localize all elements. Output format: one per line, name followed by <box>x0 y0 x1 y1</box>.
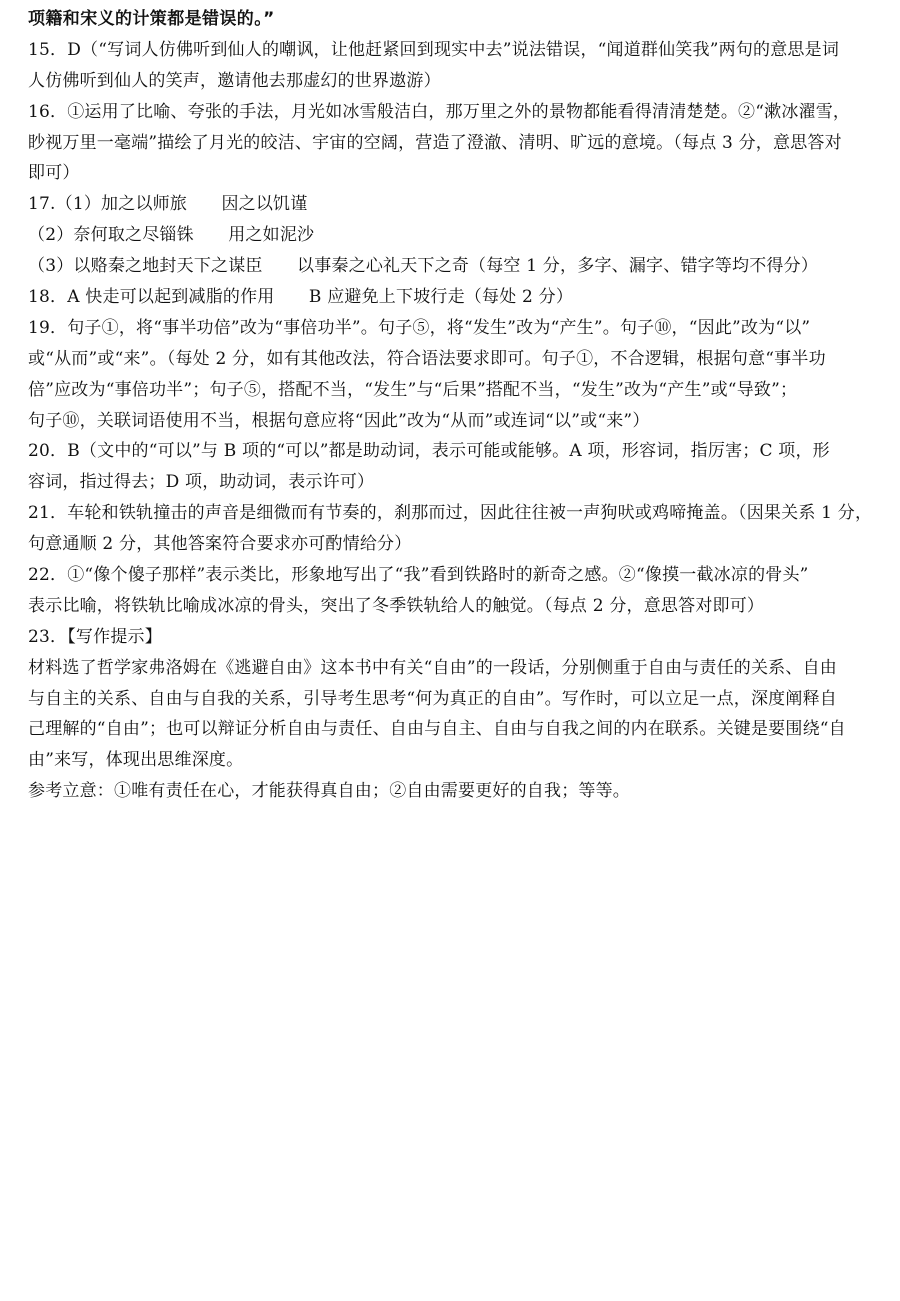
answer-20-line-1: 20．B（文中的“可以”与 B 项的“可以”都是助动词，表示可能或能够。A 项，形容词，指厉害；C 项，形 <box>28 441 830 462</box>
answer-16-line-2: 眇视万里一毫端”描绘了月光的皎洁、宇宙的空阔，营造了澄澈、清明、旷远的意境。（每点 3 分，意思答对 <box>28 132 842 153</box>
answer-19-line-1: 19．句子①，将“事半功倍”改为“事倍功半”。句子⑤，将“发生”改为“产生”。句子⑩，“因此”改为“以” <box>28 317 811 338</box>
answer-15-line-2: 人仿佛听到仙人的笑声，邀请他去那虚幻的世界遨游） <box>28 70 441 91</box>
answer-key-document <box>28 4 874 807</box>
answer-19-line-4: 句子⑩，关联词语使用不当，根据句意应将“因此”改为“从而”或连词“以”或“来”） <box>28 410 650 431</box>
writing-tip-line-2: 与自主的关系、自由与自我的关系，引导考生思考“何为真正的自由”。写作时，可以立足一点，深度阐释自 <box>28 688 837 709</box>
answer-16-line-3: 即可） <box>28 163 80 184</box>
answer-23-heading: 23．【写作提示】 <box>28 626 162 647</box>
writing-tip-line-3: 己理解的“自由”；也可以辩证分析自由与责任、自由与自主、自由与自我之间的内在联系。关键是要围绕“自 <box>28 719 846 740</box>
writing-tip-line-4: 由”来写，体现出思维深度。 <box>28 750 244 771</box>
answer-15-line-1: 15．D（“写词人仿佛听到仙人的嘲讽，让他赶紧回到现实中去”说法错误，“闻道群仙笑我”两句的意思是词 <box>28 39 840 60</box>
answer-21-line-2: 句意通顺 2 分，其他答案符合要求亦可酌情给分） <box>28 534 412 555</box>
answer-18-line-1: 18．A 快走可以起到减脂的作用 B 应避免上下坡行走（每处 2 分） <box>28 287 574 308</box>
answer-17-line-1: 17.（1）加之以师旅 因之以饥谨 <box>28 194 308 215</box>
answer-19-line-3: 倍”应改为“事倍功半”；句子⑤，搭配不当，“发生”与“后果”搭配不当，“发生”改为“产生”或“导致”； <box>28 379 798 400</box>
writing-tip-line-1: 材料选了哲学家弗洛姆在《逃避自由》这本书中有关“自由”的一段话，分别侧重于自由与责任的关系、自由 <box>28 657 837 678</box>
answer-17-line-2: （2）奈何取之尽锱铢 用之如泥沙 <box>28 225 315 246</box>
answer-20-line-2: 容词，指过得去；D 项，助动词，表示许可） <box>28 472 375 493</box>
answer-16-line-1: 16．①运用了比喻、夸张的手法，月光如冰雪般洁白，那万里之外的景物都能看得清清楚楚。②“漱冰濯雪， <box>28 101 851 122</box>
answer-17-line-3: （3）以赂秦之地封天下之谋臣 以事秦之心礼天下之奇（每空 1 分，多字、漏字、错字等均不得分） <box>28 256 819 277</box>
answer-22-line-1: 22．①“像个傻子那样”表示类比，形象地写出了“我”看到铁路时的新奇之感。②“像摸一截冰凉的骨头” <box>28 565 809 586</box>
reference-theme-line: 参考立意：①唯有责任在心，才能获得真自由；②自由需要更好的自我；等等。 <box>28 781 630 802</box>
answer-21-line-1: 21．车轮和铁轨撞击的声音是细微而有节奏的，刹那而过，因此往往被一声狗吠或鸡啼掩盖。（因果关系 1 分， <box>28 503 873 524</box>
answer-22-line-2: 表示比喻，将铁轨比喻成冰凉的骨头，突出了冬季铁轨给人的触觉。（每点 2 分，意思答对即可） <box>28 595 765 616</box>
text-line-continuation: 项籍和宋义的计策都是错误的。” <box>28 9 275 29</box>
answer-19-line-2: 或“从而”或“来”。（每处 2 分，如有其他改法，符合语法要求即可。句子①，不合逻辑，根据句意“事半功 <box>28 348 826 369</box>
